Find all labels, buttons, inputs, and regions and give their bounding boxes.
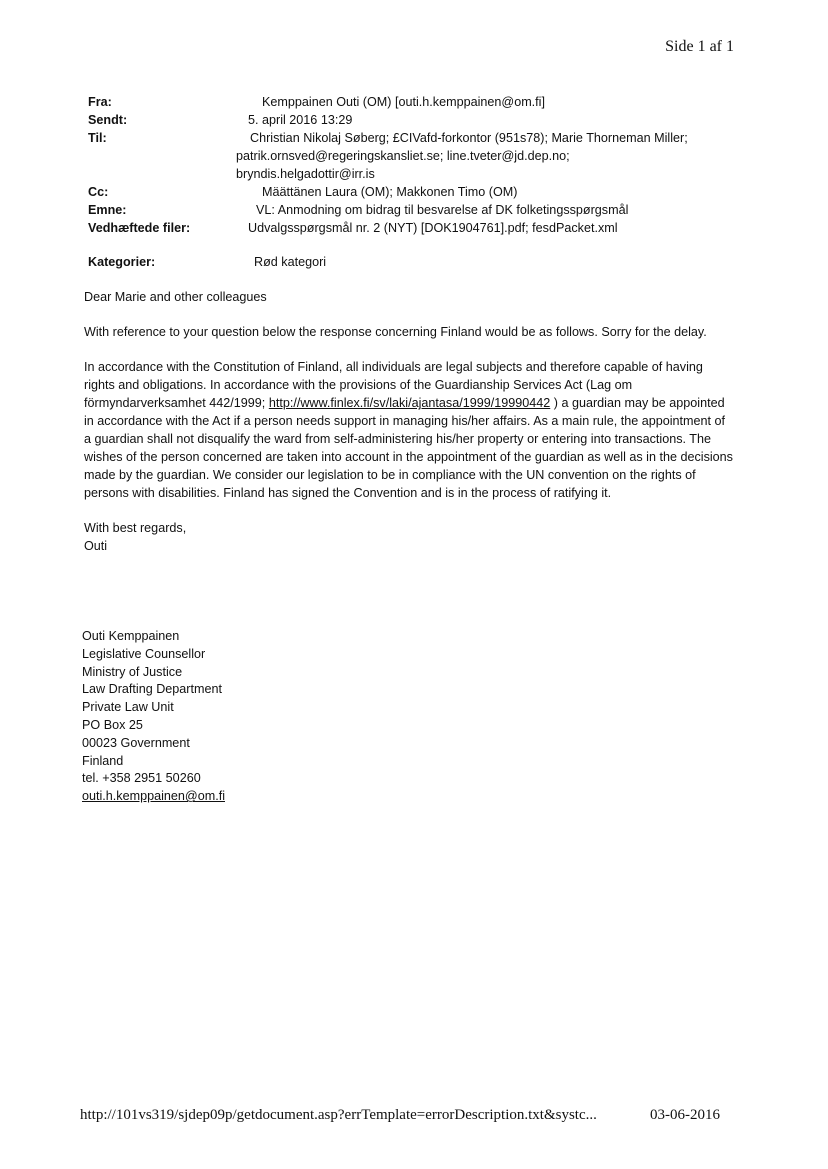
to-line: bryndis.helgadottir@irr.is [236, 167, 375, 181]
email-header [88, 93, 748, 271]
cc-label: Cc: [88, 185, 109, 199]
subject-row [88, 201, 748, 219]
attachments-label: Vedhæftede filer: [88, 221, 191, 235]
signature-email-link[interactable]: outi.h.kemppainen@om.fi [82, 789, 225, 804]
signature-line: PO Box 25 [82, 717, 143, 732]
categories-value: Rød kategori [254, 255, 327, 269]
sent-value: 5. april 2016 13:29 [248, 113, 353, 127]
greeting: Dear Marie and other colleagues [84, 290, 267, 304]
subject-label: Emne: [88, 203, 127, 217]
sent-label: Sendt: [88, 113, 128, 127]
footer-date: 03-06-2016 [650, 1107, 720, 1123]
signature-line: Legislative Counsellor [82, 646, 206, 661]
closing: With best regards, [84, 521, 187, 535]
to-line: Christian Nikolaj Søberg; £CIVafd-forkontor (951s78); Marie Thorneman Miller; [250, 131, 688, 145]
from-label: Fra: [88, 95, 112, 109]
attachments-value: Udvalgsspørgsmål nr. 2 (NYT) [DOK1904761].pdf; fesdPacket.xml [248, 221, 618, 235]
paragraph: In accordance with the Constitution of Finland, all individuals are legal subjects and therefore capable of having rights and obligations. In accordance with the provisions of the Guardianship Services Act (Lag om förmyndarverksamhet 442/1999; http://www.finlex.fi/sv/laki/ajantasa/1999/19990442 ) a guardian may be appointed in accordance with the Act if a person needs support in managing his/her affairs. As a main rule, the appointment of a guardian shall not disqualify the ward from self-administering his/her property or entering into transactions. The wishes of the person concerned are taken into account in the appointment of the guardian as well as in the decisions made by the guardian. We consider our legislation to be in compliance with the UN convention on the rights of persons with disabilities. Finland has signed the Convention and is in the process of ratifying it. [84, 360, 733, 500]
page-number: Side 1 af 1 [665, 38, 734, 55]
cc-value: Määttänen Laura (OM); Makkonen Timo (OM) [262, 185, 518, 199]
print-footer [80, 1107, 720, 1124]
cc-row [88, 183, 748, 201]
categories-row [88, 253, 748, 271]
from-value: Kemppainen Outi (OM) [outi.h.kemppainen@om.fi] [262, 95, 545, 109]
attachments-row [88, 219, 748, 237]
signature-line: tel. +358 2951 50260 [82, 771, 201, 786]
paragraph: With reference to your question below the response concerning Finland would be as follows. Sorry for the delay. [84, 325, 707, 339]
to-line: patrik.ornsved@regeringskansliet.se; line.tveter@jd.dep.no; [236, 149, 570, 163]
to-label: Til: [88, 131, 107, 145]
signature-line: Law Drafting Department [82, 682, 222, 697]
sent-row [88, 111, 748, 129]
signature-line: Private Law Unit [82, 700, 174, 715]
finlex-link[interactable]: http://www.finlex.fi/sv/laki/ajantasa/1999/19990442 [268, 396, 551, 410]
signature-line: Finland [82, 753, 124, 768]
signature-line: Outi Kemppainen [82, 629, 180, 643]
closing-name: Outi [84, 539, 108, 553]
signature-line: Ministry of Justice [82, 664, 183, 679]
signature-line: 00023 Government [82, 735, 190, 750]
from-row [88, 93, 748, 111]
categories-label: Kategorier: [88, 255, 156, 269]
subject-value: VL: Anmodning om bidrag til besvarelse af DK folketingsspørgsmål [256, 203, 629, 217]
to-row [88, 129, 748, 183]
signature-block [82, 628, 225, 806]
footer-url: http://101vs319/sjdep09p/getdocument.asp?errTemplate=errorDescription.txt&systc... [80, 1107, 597, 1123]
email-body [84, 288, 734, 572]
